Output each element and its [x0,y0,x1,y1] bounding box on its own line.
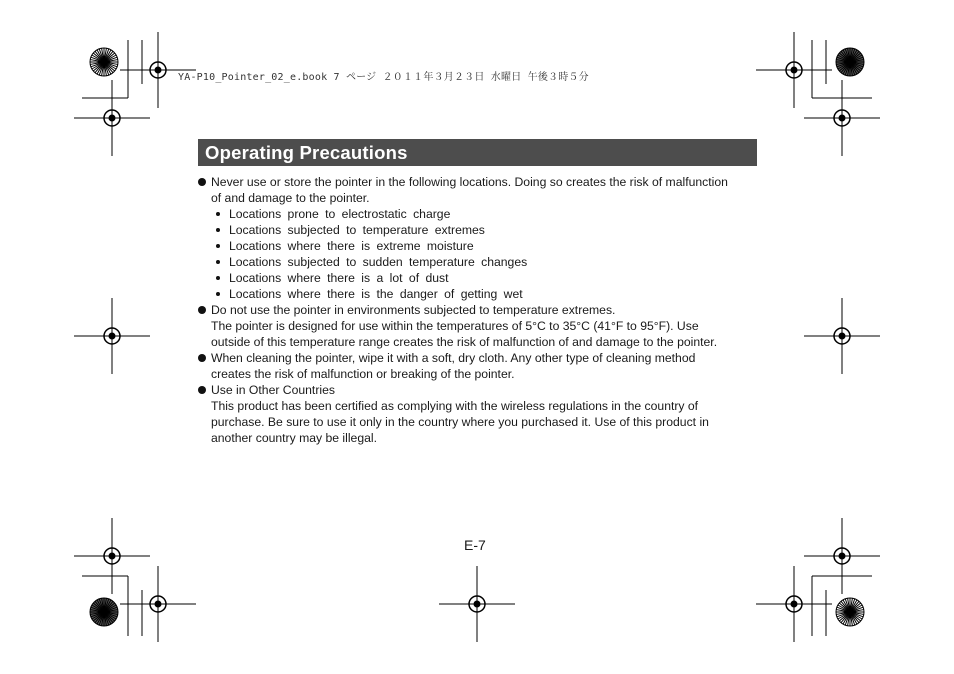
registration-mark-center [109,553,116,560]
location-subitem [211,222,768,238]
book-file-header: YA-P10_Pointer_02_e.book 7 ページ ２０１１年３月２３日 水曜日 午後３時５分 [178,72,589,83]
registration-mark-center [839,115,846,122]
location-subitem-text: Locations where there is extreme moisture [229,239,474,253]
registration-mark-center [155,67,162,74]
location-subitem-text: Locations subjected to temperature extremes [229,223,485,237]
small-bullet-icon [216,228,220,232]
bullet-icon [198,306,206,314]
precaution-text-line: When cleaning the pointer, wipe it with a soft, dry cloth. Any other type of cleaning method [211,351,696,365]
location-subitem [211,254,768,270]
precaution-text-line: The pointer is designed for use within the temperatures of 5°C to 35°C (41°F to 95°F). Use [211,319,699,333]
section-title-bar [198,139,757,166]
precaution-text-line: outside of this temperature range creates the risk of malfunction of and damage to the pointer. [211,335,718,349]
precaution-item [198,382,768,446]
precaution-text-line: creates the risk of malfunction or breaking of the pointer. [211,367,515,381]
location-subitem [211,286,768,302]
location-sublist [211,206,768,302]
location-subitem-text: Locations subjected to sudden temperature changes [229,255,528,269]
location-subitem [211,270,768,286]
precaution-item [198,350,768,382]
registration-mark-center [791,67,798,74]
bullet-icon [198,178,206,186]
location-subitem [211,206,768,222]
precaution-text-line: This product has been certified as complying with the wireless regulations in the country of [211,399,699,413]
location-subitem-text: Locations where there is a lot of dust [229,271,449,285]
precaution-text-line: Do not use the pointer in environments subjected to temperature extremes. [211,303,616,317]
precaution-text-line: another country may be illegal. [211,431,377,445]
registration-mark-center [109,115,116,122]
registration-mark-center [839,333,846,340]
registration-mark-center [474,601,481,608]
registration-mark-center [791,601,798,608]
precaution-text-line: of and damage to the pointer. [211,191,370,205]
precaution-text-line: purchase. Be sure to use it only in the country where you purchased it. Use of this product in [211,415,709,429]
registration-mark-center [109,333,116,340]
location-subitem-text: Locations prone to electrostatic charge [229,207,451,221]
small-bullet-icon [216,292,220,296]
page-number: E-7 [464,537,486,553]
location-subitem [211,238,768,254]
precaution-text-line: Never use or store the pointer in the following locations. Doing so creates the risk of malfunction [211,175,728,189]
precaution-item [198,302,768,350]
bullet-icon [198,386,206,394]
bullet-icon [198,354,206,362]
precaution-item [198,174,768,302]
registration-mark-center [839,553,846,560]
small-bullet-icon [216,244,220,248]
section-title: Operating Precautions [205,142,408,163]
precaution-text-line: Use in Other Countries [211,383,335,397]
small-bullet-icon [216,276,220,280]
small-bullet-icon [216,212,220,216]
small-bullet-icon [216,260,220,264]
precautions-list [198,174,768,446]
registration-mark-center [155,601,162,608]
location-subitem-text: Locations where there is the danger of getting wet [229,287,523,301]
